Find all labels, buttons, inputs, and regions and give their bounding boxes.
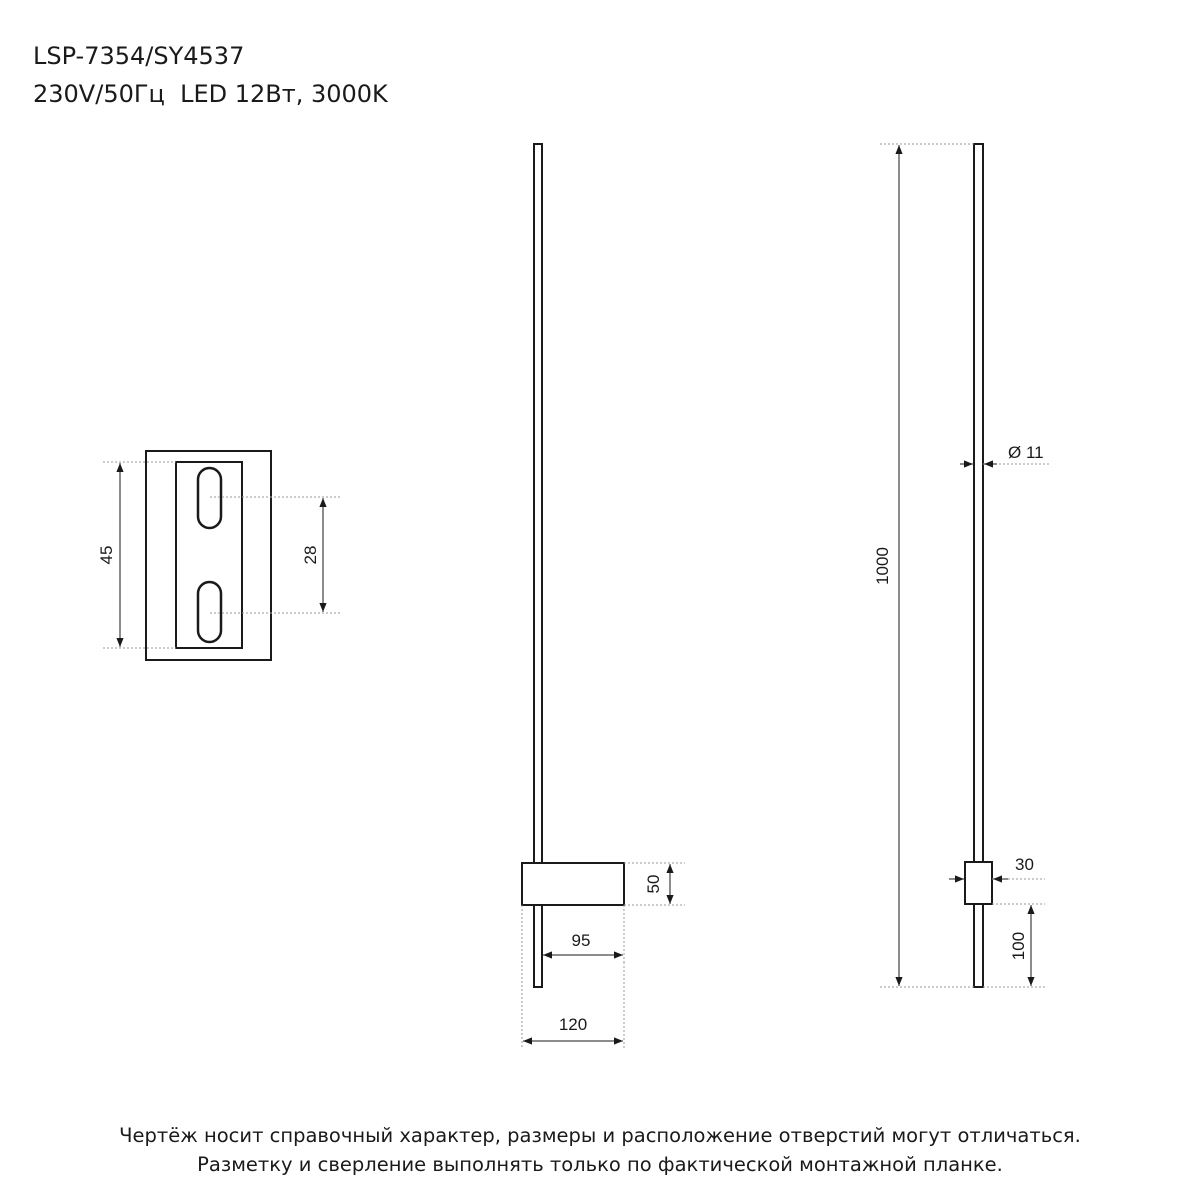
dim-label-total-width: 120 (558, 1015, 588, 1034)
footer-note-line-2: Разметку и сверление выполнять только по фактической монтажной планке. (197, 1153, 1003, 1176)
mounting-bracket-outline (176, 462, 242, 648)
light-bar-front (534, 144, 542, 987)
dim-label-bottom-offset: 100 (1009, 931, 1028, 961)
front-view (522, 144, 685, 1048)
dim-label-total-length: 1000 (873, 547, 892, 585)
side-view (873, 144, 1050, 987)
dim-label-hole-spacing: 28 (301, 545, 320, 565)
model-number: LSP-7354/SY4537 (33, 42, 245, 70)
slot-hole-top (198, 468, 221, 528)
slot-hole-bottom (198, 582, 221, 642)
side-mount-block (965, 862, 992, 904)
dim-label-diameter: Ø 11 (1008, 443, 1044, 462)
wall-mount-block (522, 863, 624, 905)
dim-label-side-mount-width: 30 (1015, 855, 1034, 874)
footer-note-line-1: Чертёж носит справочный характер, размеры и расположение отверстий могут отличаться. (119, 1124, 1081, 1147)
mounting-plate-outline (146, 451, 271, 660)
electrical-spec: 230V/50Гц LED 12Вт, 3000K (33, 80, 388, 108)
mounting-plate-view (97, 451, 340, 660)
dim-label-mount-height: 50 (644, 874, 663, 894)
dim-label-plate-height: 45 (97, 545, 116, 565)
dim-label-mount-inner-width: 95 (571, 931, 591, 950)
light-bar-side (974, 144, 983, 987)
